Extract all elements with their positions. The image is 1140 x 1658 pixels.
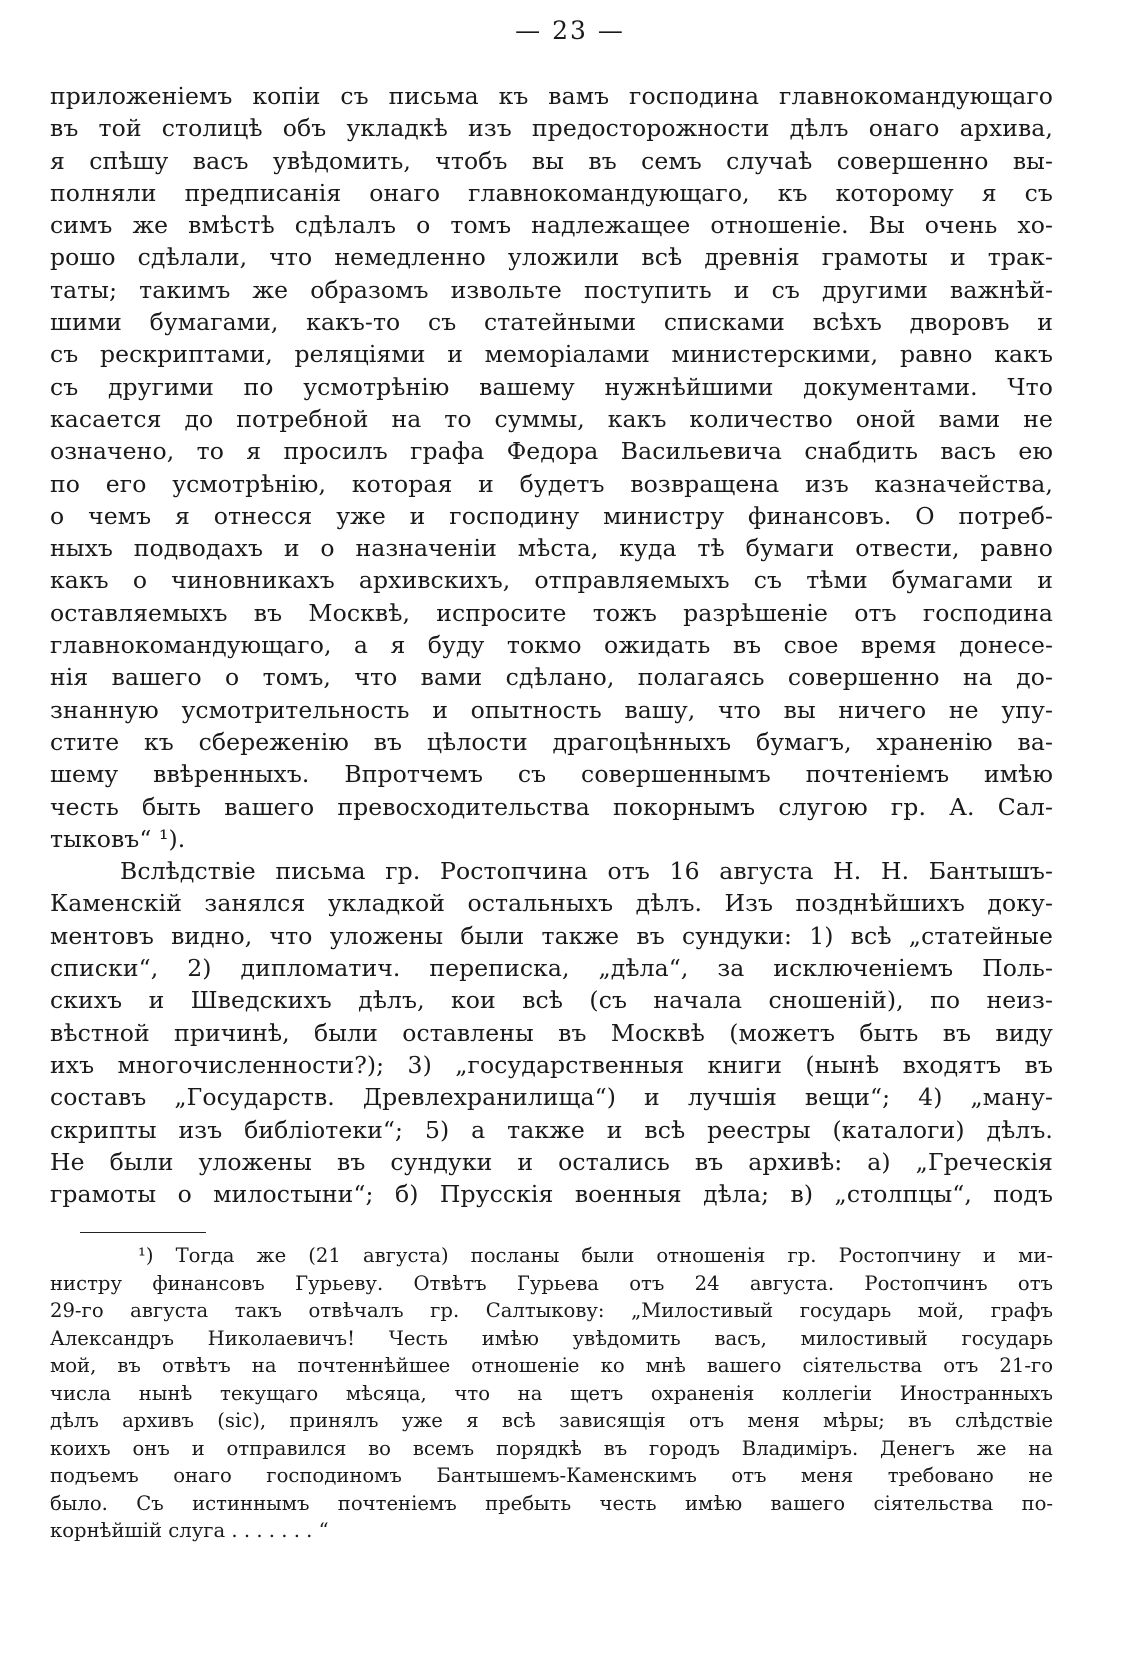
body-line: какъ о чиновникахъ архивскихъ, отправляемыхъ съ тѣми бумагами и: [50, 566, 1053, 595]
footnote-line: дѣлъ архивъ (sic), принялъ уже я всѣ зависящія отъ меня мѣры; въ слѣдствіе: [50, 1409, 1053, 1432]
body-line: означено, то я просилъ графа Федора Васильевича снабдить васъ ею: [50, 437, 1053, 466]
body-line: списки“, 2) дипломатич. переписка, „дѣла“, за исключеніемъ Поль-: [50, 954, 1053, 983]
body-line: главнокомандующаго, а я буду токмо ожидать въ свое время донесе-: [50, 631, 1053, 660]
body-line: скрипты изъ библіотеки“; 5) а также и всѣ реестры (каталоги) дѣлъ.: [50, 1115, 1053, 1144]
body-line: съ другими по усмотрѣнію вашему нужнѣйшими документами. Что: [50, 372, 1053, 401]
body-line: тыковъ“ ¹).: [50, 824, 186, 853]
body-line: о чемъ я отнесся уже и господину министру финансовъ. О потреб-: [50, 501, 1053, 530]
body-line: я спѣшу васъ увѣдомить, чтобъ вы въ семъ случаѣ совершенно вы-: [50, 146, 1053, 175]
body-line: ихъ многочисленности?); 3) „государственныя книги (нынѣ входятъ въ: [50, 1050, 1053, 1079]
body-line: приложеніемъ копіи съ письма къ вамъ господина главнокомандующаго: [50, 82, 1053, 110]
body-line: составъ „Государств. Древлехранилища“) и лучшія вещи“; 4) „ману-: [50, 1083, 1053, 1112]
footnote-line: ¹) Тогда же (21 августа) посланы были отношенія гр. Ростопчину и ми-: [138, 1244, 1053, 1267]
footnote-line: мой, въ отвѣтъ на почтеннѣйшее отношеніе ко мнѣ вашего сіятельства отъ 21-го: [50, 1354, 1053, 1377]
body-line: касается до потребной на то суммы, какъ количество оной вами не: [50, 404, 1053, 433]
body-line: нія вашего о томъ, что вами сдѣлано, полагаясь совершенно на до-: [50, 663, 1053, 692]
body-line: полняли предписанія онаго главнокомандующаго, къ которому я съ: [50, 178, 1053, 207]
body-line: стите къ сбереженію въ цѣлости драгоцѣнныхъ бумагъ, храненію ва-: [50, 727, 1053, 756]
footnote-line: подъемъ онаго господиномъ Бантышемъ-Каменскимъ отъ меня требовано не: [50, 1464, 1053, 1487]
body-line: Не были уложены въ сундуки и остались въ архивѣ: а) „Греческія: [50, 1147, 1053, 1176]
body-line: рошо сдѣлали, что немедленно уложили всѣ древнія грамоты и трак-: [50, 243, 1053, 272]
body-line: вѣстной причинѣ, были оставлены въ Москвѣ (можетъ быть въ виду: [50, 1018, 1053, 1047]
footnote-line: 29-го августа такъ отвѣчалъ гр. Салтыкову: „Милостивый государь мой, графъ: [50, 1299, 1053, 1322]
body-line: шему ввѣренныхъ. Впротчемъ съ совершеннымъ почтеніемъ имѣю: [50, 760, 1053, 789]
footnote-line: Александръ Николаевичъ! Честь имѣю увѣдомить васъ, милостивый государь: [50, 1326, 1053, 1350]
body-line: знанную усмотрительность и опытность вашу, что вы ничего не упу-: [50, 695, 1053, 724]
footnote-line: нистру финансовъ Гурьеву. Отвѣтъ Гурьева отъ 24 августа. Ростопчинъ отъ: [50, 1271, 1053, 1295]
body-line: таты; такимъ же образомъ извольте поступить и съ другими важнѣй-: [50, 275, 1053, 304]
body-line: по его усмотрѣнію, которая и будетъ возвращена изъ казначейства,: [50, 469, 1053, 498]
body-line: честь быть вашего превосходительства покорнымъ слугою гр. А. Сал-: [50, 792, 1053, 821]
footnote-line: числа нынѣ текущаго мѣсяца, что на щетъ охраненія коллегіи Иностранныхъ: [50, 1381, 1053, 1405]
body-line: оставляемыхъ въ Москвѣ, испросите тожъ разрѣшеніе отъ господина: [50, 598, 1053, 627]
body-line: скихъ и Шведскихъ дѣлъ, кои всѣ (съ начала сношеній), по неиз-: [50, 986, 1053, 1015]
body-line: симъ же вмѣстѣ сдѣлалъ о томъ надлежащее отношеніе. Вы очень хо-: [50, 211, 1053, 240]
page-number: — 23 —: [515, 16, 625, 45]
body-line: грамоты о милостыни“; б) Прусскія военныя дѣла; в) „столпцы“, подъ: [50, 1180, 1053, 1209]
footnote-line: корнѣйшій слуга . . . . . . . “: [50, 1519, 329, 1542]
footnotes: [50, 1242, 1053, 1545]
body-line: шими бумагами, какъ-то съ статейными списками всѣхъ дворовъ и: [50, 308, 1053, 337]
paragraph-start-line: Вслѣдствіе письма гр. Ростопчина отъ 16 августа Н. Н. Бантышъ-: [120, 857, 1053, 886]
body-text: [50, 80, 1053, 1210]
body-line: Каменскій занялся укладкой остальныхъ дѣлъ. Изъ позднѣйшихъ доку-: [50, 889, 1053, 918]
body-line: съ рескриптами, реляціями и меморіалами министерскими, равно какъ: [50, 340, 1053, 369]
footnote-divider: [80, 1232, 206, 1233]
body-line: въ той столицѣ объ укладкѣ изъ предосторожности дѣлъ онаго архива,: [50, 114, 1053, 143]
footnote-line: коихъ онъ и отправился во всемъ порядкѣ въ городъ Владиміръ. Денегъ же на: [50, 1436, 1053, 1460]
footnote-line: было. Съ истиннымъ почтеніемъ пребыть честь имѣю вашего сіятельства по-: [50, 1491, 1053, 1515]
body-line: ментовъ видно, что уложены были также въ сундуки: 1) всѣ „статейные: [50, 921, 1053, 950]
body-line: ныхъ подводахъ и о назначеніи мѣста, куда тѣ бумаги отвести, равно: [50, 534, 1053, 563]
